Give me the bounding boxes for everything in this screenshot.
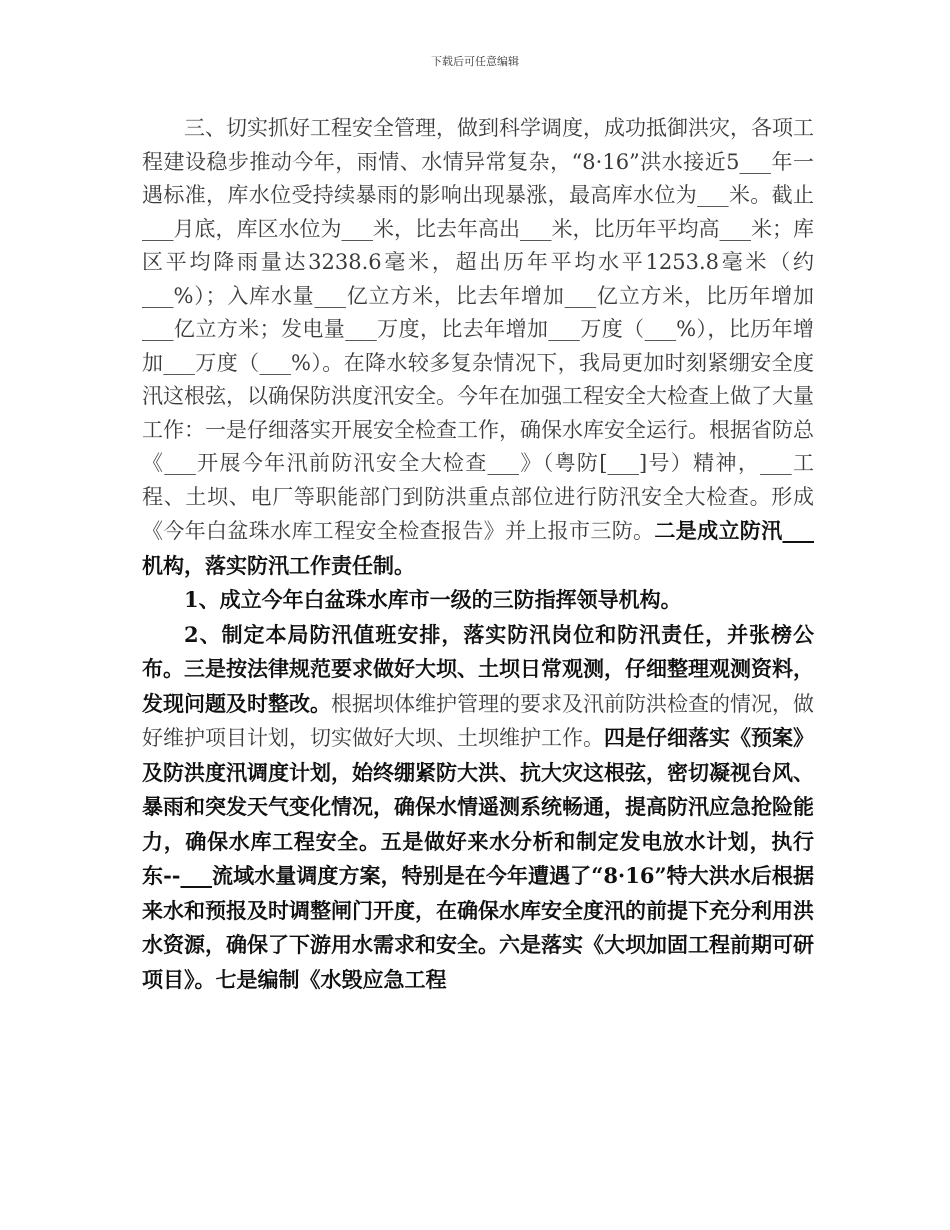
text-run-bold: 1、成立今年白盆珠水库市一级的三防指挥领导机构。 [184,587,682,612]
paragraph-item-2 [142,618,814,998]
text-run: 三、切实抓好工程安全管理，做到科学调度，成功抵御洪灾，各项工程建设稳步推动今年，雨情、水情异常复杂，“8·16”洪水接近5___年一遇标准，库水位受持续暴雨的影响出现暴涨，最高库水位为___米。截止___月底，库区水位为___米，比去年高出___米，比历年平均高___米；库区平均降雨量达3238.6毫米，超出历年平均水平1253.8毫米（约___%）；入库水量___亿立方米，比去年增加___亿立方米，比历年增加___亿立方米；发电量___万度，比去年增加___万度（___%），比历年增加___万度（___%）。在降水较多复杂情况下，我局更加时刻紧绷安全度汛这根弦，以确保防洪度汛安全。今年在加强工程安全大检查上做了大量工作：一是仔细落实开展安全检查工作，确保水库安全运行。根据省防总《___开展今年汛前防汛安全大检查___》（粤防[___]号）精神，___工程、土坝、电厂等职能部门到防洪重点部位进行防汛安全大检查。形成《今年白盆珠水库工程安全检查报告》并上报市三防。 [142,116,814,543]
paragraph-item-1 [142,583,814,618]
text-run-bold: 二是成立防汛___机构，落实防汛工作责任制。 [142,518,815,578]
paragraph-safety-management [142,112,814,583]
text-run: 根据坝体维护管理的要求及汛前防洪检查的情况，做好维护项目计划，切实做好大坝、土坝维护工作。 [142,691,814,750]
document-body [142,112,814,997]
text-run-bold: 2、制定本局防汛值班安排，落实防汛岗位和防汛责任，并张榜公布。三是按法律规范要求做好大坝、土坝日常观测，仔细整理观测资料，发现问题及时整改。 [142,621,814,716]
page-header: 下载后可任意编辑 [431,55,519,68]
text-run-bold: 四是仔细落实《预案》及防洪度汛调度计划，始终绷紧防大洪、抗大灾这根弦，密切凝视台风、暴雨和突发天气变化情况，确保水情遥测系统畅通，提高防汛应急抢险能力，确保水库工程安全。五是做好来水分析和制定发电放水计划，执行东--___流域水量调度方案，特别是在今年遭遇了“8·16”特大洪水后根据来水和预报及时调整闸门开度，在确保水库安全度汛的前提下充分利用洪水资源，确保了下游用水需求和安全。六是落实《大坝加固工程前期可研项目》。七是编制《水毁应急工程 [142,725,814,992]
